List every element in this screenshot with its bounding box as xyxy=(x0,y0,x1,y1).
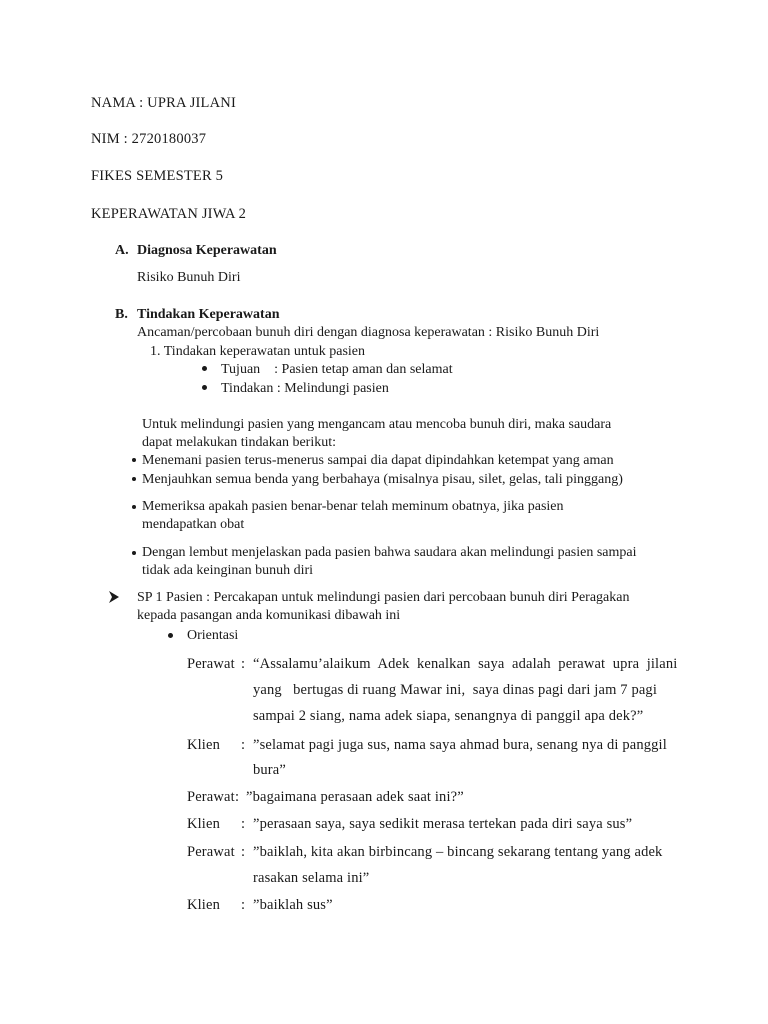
sp1-line-2: kepada pasangan anda komunikasi dibawah ini xyxy=(137,608,401,623)
dialogue-line: ”selamat pagi juga sus, nama saya ahmad bura, senang nya di panggil xyxy=(253,737,667,753)
numbered-item-1: 1. Tindakan keperawatan untuk pasien xyxy=(150,344,366,359)
dialogue-line: ”perasaan saya, saya sedikit merasa tertekan pada diri saya sus” xyxy=(253,816,633,832)
dialogue-colon: : xyxy=(241,897,246,913)
action-item-2: Menjauhkan semua benda yang berbahaya (misalnya pisau, silet, gelas, tali pinggang) xyxy=(142,472,623,487)
dialogue-colon: : xyxy=(241,656,246,672)
section-a-content: Risiko Bunuh Diri xyxy=(137,270,241,285)
student-nim: NIM : 2720180037 xyxy=(91,131,207,147)
bullet-icon xyxy=(168,633,173,638)
dialogue-speaker: Perawat xyxy=(187,656,235,672)
dialogue-colon: : xyxy=(235,789,240,805)
dialogue-line: yang bertugas di ruang Mawar ini, saya dinas pagi dari jam 7 pagi xyxy=(253,682,658,698)
orientasi-label: Orientasi xyxy=(187,628,239,643)
dialogue-line: rasakan selama ini” xyxy=(253,870,370,886)
dialogue-line: ”baiklah sus” xyxy=(253,897,333,913)
dialogue-colon: : xyxy=(241,844,246,860)
dialogue-line: ”bagaimana perasaan adek saat ini?” xyxy=(246,789,464,805)
paragraph-line-1: Untuk melindungi pasien yang mengancam atau mencoba bunuh diri, maka saudara xyxy=(142,417,612,432)
bullet-icon xyxy=(132,505,136,509)
action-item-1: Menemani pasien terus-menerus sampai dia dapat dipindahkan ketempat yang aman xyxy=(142,453,614,468)
action-item-4: Dengan lembut menjelaskan pada pasien bahwa saudara akan melindungi pasien sampai xyxy=(142,545,637,560)
bullet-tujuan: Tujuan : Pasien tetap aman dan selamat xyxy=(221,362,453,377)
bullet-icon xyxy=(132,458,136,462)
sp1-line-1: SP 1 Pasien : Percakapan untuk melindungi pasien dari percobaan bunuh diri Peragakan xyxy=(137,590,630,605)
dialogue-speaker: Klien xyxy=(187,737,220,753)
dialogue-line: bura” xyxy=(253,762,286,778)
section-a-marker: A. xyxy=(115,243,129,258)
section-b-title: Tindakan Keperawatan xyxy=(137,307,280,322)
paragraph-line-2: dapat melakukan tindakan berikut: xyxy=(142,435,336,450)
course-title: KEPERAWATAN JIWA 2 xyxy=(91,206,247,222)
semester-label: FIKES SEMESTER 5 xyxy=(91,168,224,184)
bullet-icon xyxy=(202,385,207,390)
action-item-3: Memeriksa apakah pasien benar-benar telah meminum obatnya, jika pasien xyxy=(142,499,564,514)
dialogue-colon: : xyxy=(241,737,246,753)
dialogue-speaker: Perawat xyxy=(187,844,235,860)
section-a-title: Diagnosa Keperawatan xyxy=(137,243,277,258)
action-item-3-cont: mendapatkan obat xyxy=(142,517,245,532)
bullet-icon xyxy=(132,551,136,555)
dialogue-colon: : xyxy=(241,816,246,832)
action-item-4-cont: tidak ada keinginan bunuh diri xyxy=(142,563,314,578)
arrow-bullet-icon xyxy=(108,590,120,604)
dialogue-speaker: Klien xyxy=(187,897,220,913)
dialogue-speaker: Perawat xyxy=(187,789,235,805)
dialogue-line: sampai 2 siang, nama adek siapa, senangnya di panggil apa dek?” xyxy=(253,708,644,724)
dialogue-speaker: Klien xyxy=(187,816,220,832)
section-b-intro: Ancaman/percobaan bunuh diri dengan diagnosa keperawatan : Risiko Bunuh Diri xyxy=(137,325,600,340)
section-b-marker: B. xyxy=(115,307,128,322)
dialogue-line: ”baiklah, kita akan birbincang – bincang sekarang tentang yang adek xyxy=(253,844,663,860)
bullet-icon xyxy=(132,477,136,481)
bullet-tindakan: Tindakan : Melindungi pasien xyxy=(221,381,389,396)
student-name: NAMA : UPRA JILANI xyxy=(91,95,236,111)
bullet-icon xyxy=(202,366,207,371)
dialogue-line: “Assalamu’alaikum Adek kenalkan saya adalah perawat upra jilani xyxy=(253,656,678,672)
